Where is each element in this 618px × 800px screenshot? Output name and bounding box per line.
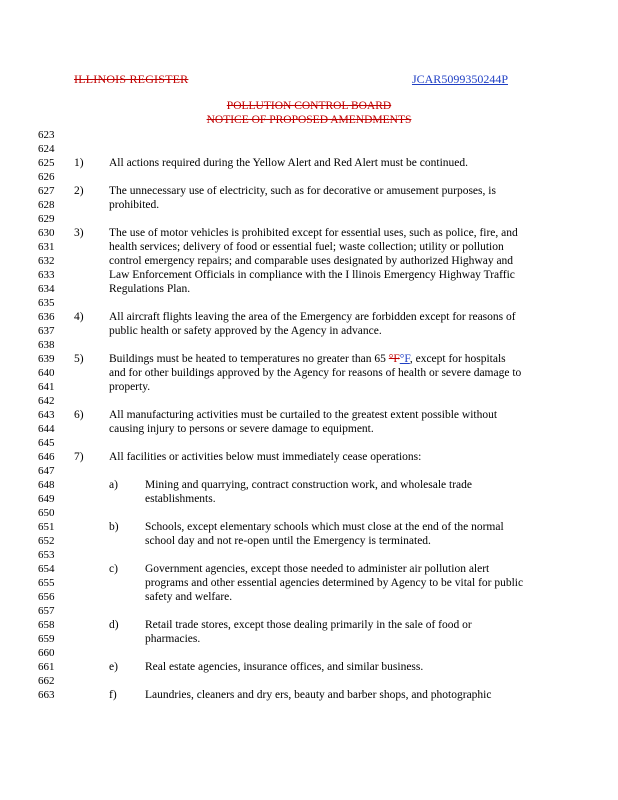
text-run: Buildings must be heated to temperatures no greater than 65 xyxy=(109,353,389,365)
subitem-text: school day and not re-open until the Emergency is terminated. xyxy=(145,535,431,547)
line-number: 636 xyxy=(38,311,55,323)
line-number: 623 xyxy=(38,129,55,141)
item-text: All manufacturing activities must be curtailed to the greatest extent possible without xyxy=(109,409,498,421)
item-number: 5) xyxy=(74,353,84,365)
line-number: 630 xyxy=(38,227,55,239)
item-text: health services; delivery of food or essential fuel; waste collection; utility or pollution xyxy=(109,241,504,253)
item-text: property. xyxy=(109,381,151,393)
subitem-letter: d) xyxy=(109,619,119,631)
item-text: public health or safety approved by the Agency in advance. xyxy=(109,325,382,337)
line-number: 660 xyxy=(38,647,55,659)
subitem-text: Schools, except elementary schools which must close at the end of the normal xyxy=(145,521,504,533)
inserted-text: °F xyxy=(399,353,410,365)
jcar-code: JCAR5099350244P xyxy=(411,72,508,86)
line-number: 635 xyxy=(38,297,55,309)
board-title: POLLUTION CONTROL BOARD xyxy=(226,100,392,112)
item-text: Regulations Plan. xyxy=(109,283,191,295)
subitem-letter: e) xyxy=(109,661,118,673)
line-number: 663 xyxy=(38,689,55,701)
subitem-text: pharmacies. xyxy=(145,633,201,645)
notice-title: NOTICE OF PROPOSED AMENDMENTS xyxy=(206,114,412,126)
text-run: , except for hospitals xyxy=(409,353,506,365)
item-number: 1) xyxy=(74,157,84,169)
deleted-text: °F xyxy=(388,353,400,365)
line-number: 644 xyxy=(38,423,55,435)
subitem-text: safety and welfare. xyxy=(145,591,233,603)
line-number: 627 xyxy=(38,185,55,197)
subitem-text: Real estate agencies, insurance offices, and similar business. xyxy=(145,661,424,673)
line-number: 645 xyxy=(38,437,55,449)
item-number: 2) xyxy=(74,185,84,197)
line-number: 661 xyxy=(38,661,55,673)
item-text: All facilities or activities below must immediately cease operations: xyxy=(109,451,422,463)
subitem-text: establishments. xyxy=(145,493,216,505)
line-number: 640 xyxy=(38,367,55,379)
subitem-text: Retail trade stores, except those dealing primarily in the sale of food or xyxy=(145,619,472,631)
line-number: 637 xyxy=(38,325,55,337)
line-number: 656 xyxy=(38,591,55,603)
subitem-letter: b) xyxy=(109,521,119,533)
item-number: 4) xyxy=(74,311,84,323)
item-text: Law Enforcement Officials in compliance with the I llinois Emergency Highway Traffic xyxy=(109,269,515,281)
subitem-letter: f) xyxy=(109,689,117,701)
line-number: 651 xyxy=(38,521,55,533)
line-number: 662 xyxy=(38,675,55,687)
item-text xyxy=(109,352,506,366)
line-number: 638 xyxy=(38,339,55,351)
line-number: 626 xyxy=(38,171,55,183)
line-number: 658 xyxy=(38,619,55,631)
line-number: 628 xyxy=(38,199,55,211)
line-number: 655 xyxy=(38,577,55,589)
line-number: 633 xyxy=(38,269,55,281)
item-text: All actions required during the Yellow Alert and Red Alert must be continued. xyxy=(109,157,468,169)
line-number: 657 xyxy=(38,605,55,617)
line-number: 650 xyxy=(38,507,55,519)
item-number: 7) xyxy=(74,451,84,463)
line-number: 625 xyxy=(38,157,55,169)
line-number: 648 xyxy=(38,479,55,491)
line-number: 639 xyxy=(38,353,55,365)
subitem-text: Laundries, cleaners and dry ers, beauty and barber shops, and photographic xyxy=(145,689,492,701)
line-number: 632 xyxy=(38,255,55,267)
line-number: 652 xyxy=(38,535,55,547)
line-number: 631 xyxy=(38,241,55,253)
item-text: and for other buildings approved by the Agency for reasons of health or severe damage to xyxy=(109,367,522,379)
line-number: 653 xyxy=(38,549,55,561)
item-text: causing injury to persons or severe damage to equipment. xyxy=(109,423,374,435)
line-number: 654 xyxy=(38,563,55,575)
item-text: The use of motor vehicles is prohibited except for essential uses, such as police, fire, and xyxy=(109,227,518,239)
subitem-letter: c) xyxy=(109,563,118,575)
line-number: 659 xyxy=(38,633,55,645)
line-number: 643 xyxy=(38,409,55,421)
line-number: 634 xyxy=(38,283,55,295)
item-number: 3) xyxy=(74,227,84,239)
item-text: The unnecessary use of electricity, such as for decorative or amusement purposes, is xyxy=(109,185,496,197)
subitem-text: Government agencies, except those needed to administer air pollution alert xyxy=(145,563,490,575)
subitem-text: Mining and quarrying, contract construction work, and wholesale trade xyxy=(145,479,473,491)
item-text: control emergency repairs; and comparable uses designated by authorized Highway and xyxy=(109,255,514,267)
line-number: 641 xyxy=(38,381,55,393)
item-text: prohibited. xyxy=(109,199,160,211)
register-title: ILLINOIS REGISTER xyxy=(74,72,189,86)
line-number: 642 xyxy=(38,395,55,407)
line-number: 646 xyxy=(38,451,55,463)
subitem-text: programs and other essential agencies determined by Agency to be vital for public xyxy=(145,577,524,589)
line-number: 647 xyxy=(38,465,55,477)
subitem-letter: a) xyxy=(109,479,118,491)
line-number: 629 xyxy=(38,213,55,225)
line-number: 624 xyxy=(38,143,55,155)
line-number: 649 xyxy=(38,493,55,505)
item-number: 6) xyxy=(74,409,84,421)
item-text: All aircraft flights leaving the area of the Emergency are forbidden except for reasons of xyxy=(109,311,516,323)
